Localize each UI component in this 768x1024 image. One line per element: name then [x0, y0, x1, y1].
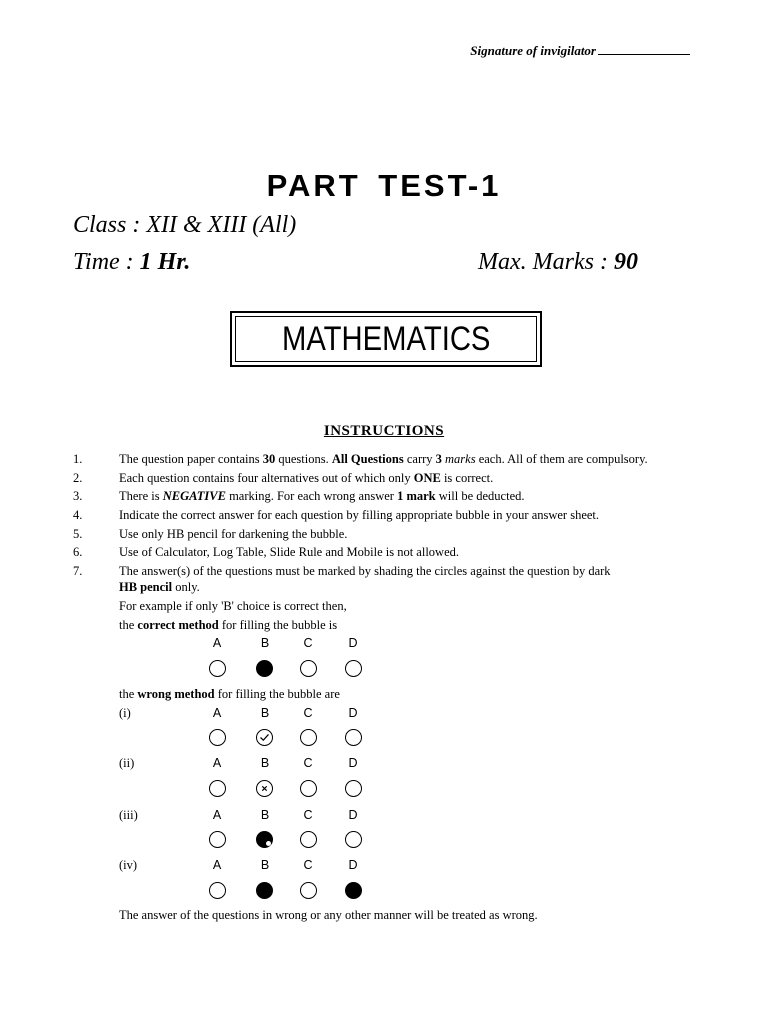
text-run: the — [119, 618, 138, 632]
choice-label-a: A — [212, 636, 222, 650]
instruction-item — [73, 525, 713, 544]
text-run-bold: wrong method — [137, 687, 215, 701]
empty-bubble — [209, 729, 226, 746]
choice-label-b: B — [260, 756, 270, 770]
choice-label-b: B — [260, 858, 270, 872]
case-label: (i) — [119, 706, 131, 720]
text-run: carry — [403, 452, 436, 466]
marks-value: 90 — [613, 249, 638, 275]
invigilator-signature — [470, 42, 690, 59]
instruction-7-continuation — [119, 580, 200, 595]
subject-title: MATHEMATICS — [281, 319, 491, 358]
subject-inner-frame — [235, 316, 537, 362]
filled-bubble — [345, 882, 362, 899]
filled-bubble — [256, 660, 273, 677]
text-run-bold: 30 — [262, 452, 276, 466]
text-run: Each question contains four alternatives out of which only — [119, 470, 414, 485]
instruction-number: 6. — [73, 545, 83, 560]
empty-bubble — [345, 729, 362, 746]
choice-label-d: D — [348, 706, 358, 720]
instruction-text — [119, 469, 493, 488]
choice-label-c: C — [303, 858, 313, 872]
subject-box — [230, 311, 542, 367]
choice-label-a: A — [212, 756, 222, 770]
text-run-bold: correct method — [137, 618, 219, 632]
text-run-bold: 3 — [435, 452, 442, 466]
time-label: Time : — [73, 249, 140, 275]
choice-label-b: B — [260, 808, 270, 822]
instruction-item — [73, 487, 713, 506]
text-run-bold: HB pencil — [119, 580, 173, 594]
text-run-bold: All Questions — [331, 452, 404, 466]
instruction-text — [119, 450, 648, 469]
empty-bubble — [209, 660, 226, 677]
text-run-italic: marks — [441, 452, 476, 466]
case-label: (ii) — [119, 756, 135, 770]
choice-label-d: D — [348, 636, 358, 650]
empty-bubble — [300, 729, 317, 746]
example-line: For example if only 'B' choice is correct then, — [119, 599, 347, 613]
instruction-text: The answer(s) of the questions must be marked by shading the circles against the question by dark — [119, 564, 611, 579]
empty-bubble — [300, 831, 317, 848]
wrong-method-line — [119, 687, 340, 702]
choice-label-a: A — [212, 706, 222, 720]
class-value: XII & XIII (All) — [146, 212, 297, 238]
text-run: questions. — [275, 452, 332, 466]
empty-bubble — [209, 780, 226, 797]
text-run: will be deducted. — [435, 489, 525, 504]
choice-label-d: D — [348, 858, 358, 872]
page-title: PART TEST-1 — [266, 168, 502, 203]
choice-label-c: C — [303, 756, 313, 770]
choice-label-b: B — [260, 706, 270, 720]
instruction-number: 4. — [73, 508, 83, 523]
instruction-item — [73, 506, 713, 525]
instruction-item — [73, 469, 713, 488]
time-value: 1 Hr. — [139, 249, 191, 275]
instruction-text: Use of Calculator, Log Table, Slide Rule and Mobile is not allowed. — [119, 545, 459, 560]
marks-label: Max. Marks : — [478, 249, 614, 275]
choice-label-a: A — [212, 858, 222, 872]
empty-bubble — [345, 831, 362, 848]
choice-label-c: C — [303, 706, 313, 720]
instruction-item — [73, 543, 713, 562]
text-run-bold: 1 mark — [397, 489, 436, 504]
text-run-bold: ONE — [413, 470, 441, 485]
filled-bubble — [256, 882, 273, 899]
max-marks-info — [478, 249, 638, 276]
text-run: The question paper contains — [119, 452, 263, 466]
empty-bubble — [209, 882, 226, 899]
text-run: only. — [172, 580, 200, 594]
text-run: the — [119, 687, 138, 701]
instruction-item — [73, 450, 713, 469]
cross-bubble — [256, 780, 273, 797]
instruction-text: Indicate the correct answer for each question by filling appropriate bubble in your answer sheet. — [119, 508, 600, 523]
class-label: Class : — [73, 212, 147, 238]
time-info — [73, 249, 190, 276]
instruction-text — [119, 487, 525, 506]
tick-bubble — [256, 729, 273, 746]
instruction-number: 5. — [73, 526, 83, 541]
instruction-text: Use only HB pencil for darkening the bubble. — [119, 526, 348, 541]
empty-bubble — [345, 780, 362, 797]
instruction-item — [73, 562, 713, 581]
correct-method-line — [119, 618, 337, 633]
choice-label-d: D — [348, 808, 358, 822]
text-run-bold-italic: NEGATIVE — [162, 489, 226, 504]
case-label: (iii) — [119, 808, 138, 822]
text-run: There is — [119, 489, 163, 504]
choice-label-c: C — [303, 808, 313, 822]
choice-label-c: C — [303, 636, 313, 650]
empty-bubble — [345, 660, 362, 677]
text-run: for filling the bubble are — [214, 687, 340, 701]
check-icon — [257, 730, 272, 745]
empty-bubble — [300, 882, 317, 899]
choice-label-a: A — [212, 808, 222, 822]
instruction-number: 2. — [73, 470, 83, 485]
text-run: marking. For each wrong answer — [225, 489, 398, 504]
instructions-heading: INSTRUCTIONS — [323, 423, 445, 439]
instruction-number: 3. — [73, 489, 83, 504]
text-run: is correct. — [440, 470, 494, 485]
text-run: each. All of them are compulsory. — [475, 452, 648, 466]
cross-icon — [257, 781, 272, 796]
choice-label-d: D — [348, 756, 358, 770]
empty-bubble — [300, 660, 317, 677]
footer-note: The answer of the questions in wrong or any other manner will be treated as wrong. — [119, 908, 538, 922]
choice-label-b: B — [260, 636, 270, 650]
case-label: (iv) — [119, 858, 138, 872]
empty-bubble — [300, 780, 317, 797]
empty-bubble — [209, 831, 226, 848]
signature-line — [598, 42, 690, 55]
unfilled-spot — [266, 841, 271, 846]
signature-label: Signature of invigilator — [470, 43, 596, 58]
instructions-list — [73, 450, 713, 581]
instruction-number: 7. — [73, 564, 83, 579]
instruction-number: 1. — [73, 452, 83, 466]
partial-filled-bubble — [256, 831, 273, 848]
text-run: for filling the bubble is — [218, 618, 338, 632]
class-info — [73, 212, 296, 239]
